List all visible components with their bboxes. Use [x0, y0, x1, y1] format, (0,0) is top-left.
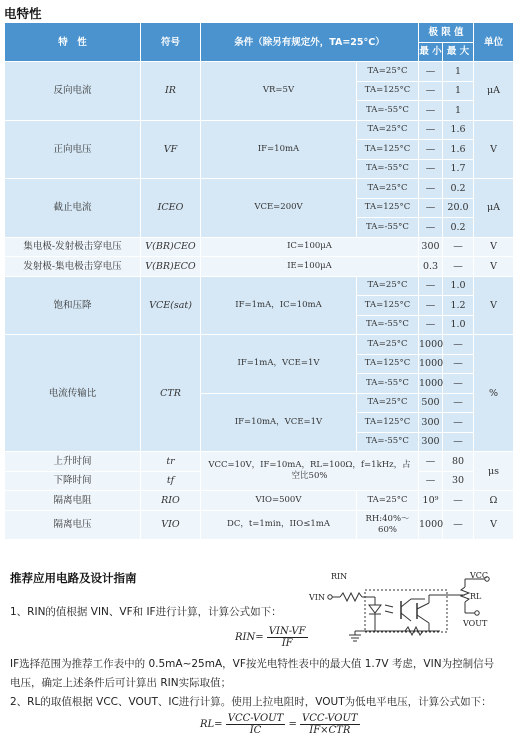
param-name: 正向电压 [5, 120, 141, 179]
temp-cell: TA=-55°C [357, 159, 419, 179]
guide-title: 推荐应用电路及设计指南 [10, 571, 137, 585]
formula-denominator: IF [281, 638, 293, 649]
param-symbol: VIO [141, 510, 201, 539]
max-cell: — [443, 257, 474, 277]
max-cell: — [443, 237, 474, 257]
min-cell: 300 [419, 413, 443, 433]
param-name: 饱和压降 [5, 276, 141, 335]
max-cell: 1 [443, 62, 474, 82]
min-cell: — [419, 179, 443, 199]
temp-cell: TA=125°C [357, 140, 419, 160]
max-cell: — [443, 335, 474, 355]
min-cell: — [419, 315, 443, 335]
max-cell: 1.6 [443, 120, 474, 140]
max-cell: 1 [443, 101, 474, 121]
formula-fraction [267, 626, 308, 649]
min-cell: — [419, 452, 443, 472]
rin-formula [235, 626, 308, 649]
header-min: 最 小 [419, 42, 443, 62]
vin-label: VIN [309, 593, 325, 602]
temp-cell: TA=125°C [357, 198, 419, 218]
max-cell: — [443, 393, 474, 413]
param-name: 下降时间 [5, 471, 141, 491]
min-cell: 1000 [419, 335, 443, 355]
temp-cell: TA=-55°C [357, 218, 419, 238]
param-symbol: tf [141, 471, 201, 491]
min-cell: 1000 [419, 374, 443, 394]
unit-cell: μA [474, 179, 514, 238]
min-cell: — [419, 81, 443, 101]
temp-cell: TA=-55°C [357, 315, 419, 335]
max-cell: — [443, 354, 474, 374]
param-symbol: V(BR)ECO [141, 257, 201, 277]
guide-paragraph-2b: 电压，确定上述条件后可计算出 RIN实际取值； [10, 677, 232, 689]
max-cell: 80 [443, 452, 474, 472]
vin-terminal-icon [328, 595, 332, 599]
min-cell: — [419, 296, 443, 316]
param-symbol: VCE(sat) [141, 276, 201, 335]
param-symbol: CTR [141, 335, 201, 452]
max-cell: — [443, 491, 474, 511]
param-name: 隔离电压 [5, 510, 141, 539]
rl-formula [200, 713, 360, 736]
param-name: 截止电流 [5, 179, 141, 238]
param-condition: IE=100μA [201, 257, 419, 277]
param-name: 集电极-发射极击穿电压 [5, 237, 141, 257]
led-icon [369, 605, 381, 613]
min-cell: 500 [419, 393, 443, 413]
param-condition: IF=10mA，VCE=1V [201, 393, 357, 452]
min-cell: — [419, 159, 443, 179]
min-cell: — [419, 198, 443, 218]
min-cell: 1000 [419, 510, 443, 539]
max-cell: — [443, 432, 474, 452]
temp-cell: TA=25°C [357, 179, 419, 199]
electrical-characteristics-table [4, 22, 514, 540]
formula-fraction [226, 713, 286, 736]
param-condition: IC=100μA [201, 237, 419, 257]
param-condition: IF=10mA [201, 120, 357, 179]
param-symbol: ICEO [141, 179, 201, 238]
temp-cell: RH:40%～60% [357, 510, 419, 539]
temp-cell: TA=-55°C [357, 432, 419, 452]
min-cell: — [419, 62, 443, 82]
min-cell: — [419, 120, 443, 140]
min-cell: 0.3 [419, 257, 443, 277]
optocoupler-box [365, 590, 447, 632]
temp-cell: TA=25°C [357, 335, 419, 355]
unit-cell: μA [474, 62, 514, 121]
temp-cell: TA=125°C [357, 413, 419, 433]
formula-lhs: RL= [200, 719, 223, 730]
unit-cell: V [474, 276, 514, 335]
rl-label: RL [470, 592, 482, 601]
param-symbol: RIO [141, 491, 201, 511]
temp-cell: TA=25°C [357, 393, 419, 413]
vout-terminal-icon [475, 611, 479, 615]
max-cell: 1.6 [443, 140, 474, 160]
formula-denominator: IC [249, 725, 262, 736]
temp-cell: TA=25°C [357, 62, 419, 82]
max-cell: 0.2 [443, 218, 474, 238]
vcc-label: VCC [470, 571, 489, 580]
unit-cell: V [474, 120, 514, 179]
max-cell: 20.0 [443, 198, 474, 218]
param-condition: VCE=200V [201, 179, 357, 238]
formula-denominator: IF×CTR [309, 725, 351, 736]
min-cell: — [419, 140, 443, 160]
temp-cell: TA=125°C [357, 296, 419, 316]
formula-equals: = [288, 719, 297, 730]
header-symbol: 符号 [141, 23, 201, 62]
param-condition: VIO=500V [201, 491, 357, 511]
unit-cell: μs [474, 452, 514, 491]
max-cell: — [443, 374, 474, 394]
max-cell: 1.0 [443, 276, 474, 296]
min-cell: 300 [419, 237, 443, 257]
section-heading: 电特性 [4, 6, 42, 21]
max-cell: 1 [443, 81, 474, 101]
temp-cell: TA=125°C [357, 81, 419, 101]
param-condition: IF=1mA，VCE=1V [201, 335, 357, 394]
min-cell: 300 [419, 432, 443, 452]
min-cell: — [419, 101, 443, 121]
formula-lhs: RIN= [235, 632, 264, 643]
min-cell: — [419, 218, 443, 238]
param-name: 隔离电阻 [5, 491, 141, 511]
max-cell: 1.2 [443, 296, 474, 316]
param-symbol: VF [141, 120, 201, 179]
temp-cell: TA=25°C [357, 120, 419, 140]
param-name: 上升时间 [5, 452, 141, 472]
param-condition: IF=1mA，IC=10mA [201, 276, 357, 335]
unit-cell: Ω [474, 491, 514, 511]
temp-cell: TA=25°C [357, 276, 419, 296]
formula-numerator: VCC-VOUT [302, 713, 358, 724]
temp-cell: TA=125°C [357, 354, 419, 374]
rin-resistor-icon [340, 593, 362, 601]
unit-cell: V [474, 237, 514, 257]
guide-paragraph-2: IF选择范围为推荐工作表中的 0.5mA~25mA，VF按光电特性表中的最大值 1.7V 考虑，VIN为控制信号 [10, 658, 495, 670]
param-name: 反向电流 [5, 62, 141, 121]
param-symbol: tr [141, 452, 201, 472]
param-name: 发射极-集电极击穿电压 [5, 257, 141, 277]
formula-fraction [300, 713, 360, 736]
temp-cell: TA=25°C [357, 491, 419, 511]
param-symbol: IR [141, 62, 201, 121]
header-condition: 条件（除另有规定外，TA=25°C） [201, 23, 419, 62]
max-cell: 1.0 [443, 315, 474, 335]
max-cell: 0.2 [443, 179, 474, 199]
formula-numerator: VIN-VF [268, 626, 306, 637]
unit-cell: % [474, 335, 514, 452]
formula-numerator: VCC-VOUT [227, 713, 284, 724]
header-param: 特 性 [5, 23, 141, 62]
param-condition: DC，t=1min，IIO≤1mA [201, 510, 357, 539]
header-unit: 单位 [474, 23, 514, 62]
max-cell: — [443, 510, 474, 539]
rin-label: RIN [331, 572, 348, 581]
max-cell: 30 [443, 471, 474, 491]
param-condition: VCC=10V，IF=10mA，RL=100Ω，f=1kHz，占空比50% [201, 452, 419, 491]
min-cell: — [419, 471, 443, 491]
min-cell: — [419, 276, 443, 296]
application-circuit-diagram [305, 565, 515, 645]
unit-cell: V [474, 257, 514, 277]
param-symbol: V(BR)CEO [141, 237, 201, 257]
min-cell: 10⁹ [419, 491, 443, 511]
guide-paragraph-1: 1、RIN的值根据 VIN、VF和 IF进行计算，计算公式如下： [10, 606, 282, 618]
max-cell: 1.7 [443, 159, 474, 179]
temp-cell: TA=-55°C [357, 101, 419, 121]
header-limit: 极 限 值 [419, 23, 474, 43]
guide-paragraph-3: 2、RL的取值根据 VCC、VOUT、IC进行计算。使用上拉电阻时，VOUT为低电平电压，计算公式如下： [10, 696, 492, 708]
vout-label: VOUT [463, 619, 488, 628]
temp-cell: TA=-55°C [357, 374, 419, 394]
param-name: 电流传输比 [5, 335, 141, 452]
max-cell: — [443, 413, 474, 433]
header-max: 最 大 [443, 42, 474, 62]
min-cell: 1000 [419, 354, 443, 374]
param-condition: VR=5V [201, 62, 357, 121]
unit-cell: V [474, 510, 514, 539]
